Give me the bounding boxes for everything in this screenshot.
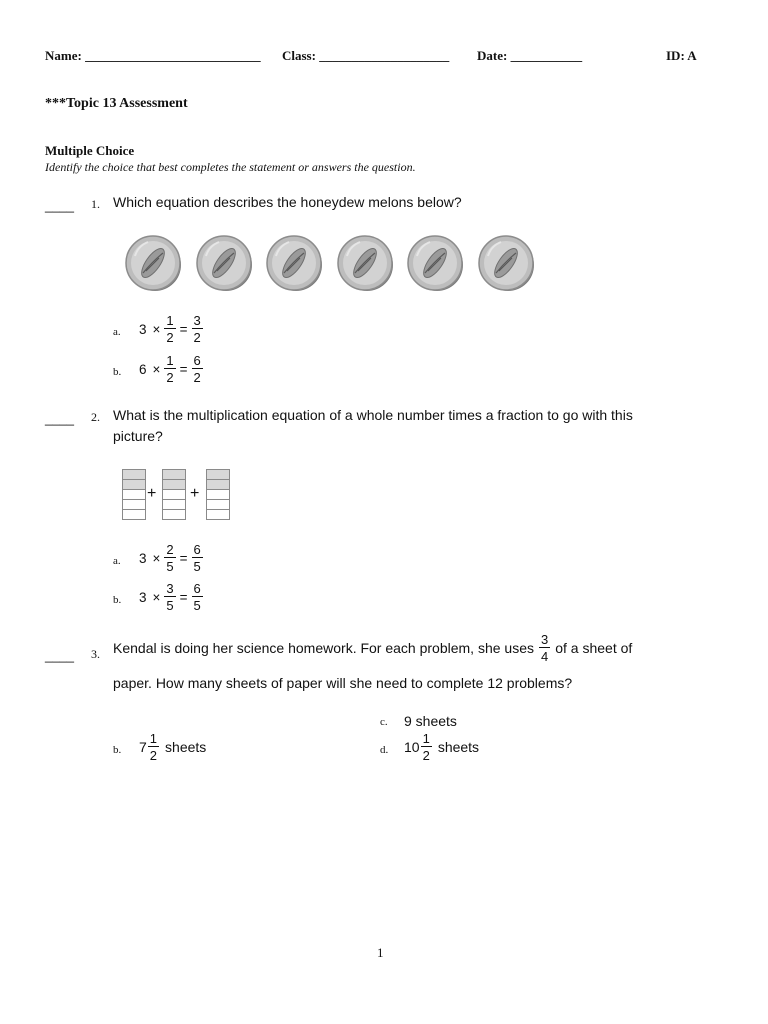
honeydew-melon-icon xyxy=(124,234,182,292)
whole-number: 7 xyxy=(139,739,147,755)
times-sign: × xyxy=(152,589,161,605)
question-2-text-line2: picture? xyxy=(113,428,163,444)
unshaded-part xyxy=(123,500,145,510)
shaded-part xyxy=(123,470,145,480)
denominator: 2 xyxy=(166,330,174,345)
fraction xyxy=(148,732,159,762)
denominator: 2 xyxy=(166,370,174,385)
unshaded-part xyxy=(123,510,145,519)
page-title: ***Topic 13 Assessment xyxy=(45,96,188,111)
fraction xyxy=(164,543,175,573)
shaded-part xyxy=(163,470,185,480)
question-number-3: 3. xyxy=(91,647,100,661)
whole-number: 6 xyxy=(139,361,147,377)
numerator: 3 xyxy=(166,581,174,596)
answer-blank-q1[interactable]: ____ xyxy=(45,198,74,213)
unshaded-part xyxy=(207,500,229,510)
unit-label: sheets xyxy=(165,739,207,755)
denominator: 2 xyxy=(149,748,158,763)
q3-option-d[interactable] xyxy=(404,732,479,762)
whole-number: 3 xyxy=(139,589,147,605)
denominator: 5 xyxy=(193,559,201,574)
question-3-text-before: Kendal is doing her science homework. For each problem, she uses xyxy=(113,640,534,656)
unshaded-part xyxy=(207,510,229,519)
q2-option-b-letter: b. xyxy=(113,594,122,606)
unshaded-part xyxy=(163,510,185,519)
denominator: 2 xyxy=(193,370,201,385)
question-2-text-line1: What is the multiplication equation of a whole number times a fraction to go with this xyxy=(113,407,633,423)
answer-blank-q3[interactable]: ____ xyxy=(45,648,74,663)
denominator: 5 xyxy=(193,598,201,613)
unshaded-part xyxy=(163,490,185,500)
result-fraction xyxy=(192,354,203,384)
fraction-strip xyxy=(122,469,146,520)
q3-option-b[interactable] xyxy=(139,732,206,762)
shaded-part xyxy=(163,480,185,490)
q2-option-a-letter: a. xyxy=(113,555,121,567)
result-fraction xyxy=(192,543,203,573)
question-3-text-after: of a sheet of xyxy=(555,640,633,656)
fraction-strip xyxy=(206,469,230,520)
q1-option-b[interactable] xyxy=(136,354,204,384)
q1-option-a-letter: a. xyxy=(113,326,121,338)
equals-sign: = xyxy=(179,589,188,605)
question-3-text-line2: paper. How many sheets of paper will she need to complete 12 problems? xyxy=(113,675,573,691)
numerator: 1 xyxy=(166,313,174,328)
denominator: 5 xyxy=(166,598,174,613)
honeydew-melon-icon xyxy=(336,234,394,292)
numerator: 1 xyxy=(149,731,158,746)
numerator: 3 xyxy=(193,313,201,328)
result-fraction xyxy=(192,582,203,612)
equals-sign: = xyxy=(179,361,188,377)
shaded-part xyxy=(123,480,145,490)
denominator: 4 xyxy=(541,649,549,664)
whole-number: 3 xyxy=(139,321,147,337)
section-instructions: Identify the choice that best completes the statement or answers the question. xyxy=(45,160,416,174)
unit-label: sheets xyxy=(437,739,480,755)
denominator: 2 xyxy=(193,330,201,345)
section-heading: Multiple Choice xyxy=(45,143,135,158)
numerator: 1 xyxy=(166,353,174,368)
q3-option-b-letter: b. xyxy=(113,744,122,756)
shaded-part xyxy=(207,470,229,480)
plus-sign: + xyxy=(147,485,157,502)
numerator: 1 xyxy=(422,731,430,746)
unshaded-part xyxy=(207,490,229,500)
equals-sign: = xyxy=(179,321,188,337)
times-sign: × xyxy=(152,550,161,566)
times-sign: × xyxy=(152,321,161,337)
equals-sign: = xyxy=(179,550,188,566)
class-field-label: Class: ____________________ xyxy=(282,48,450,63)
q2-option-b[interactable] xyxy=(136,582,204,612)
numerator: 6 xyxy=(193,581,201,596)
q2-option-a[interactable] xyxy=(136,543,204,573)
unshaded-part xyxy=(163,500,185,510)
q1-option-a[interactable] xyxy=(136,314,204,344)
q3-option-d-letter: d. xyxy=(380,744,389,756)
fraction xyxy=(164,582,175,612)
question-1-text: Which equation describes the honeydew melons below? xyxy=(113,194,462,210)
numerator: 3 xyxy=(541,632,549,647)
date-field-label: Date: ___________ xyxy=(477,48,583,63)
numerator: 6 xyxy=(193,542,201,557)
result-fraction xyxy=(192,314,203,344)
numerator: 6 xyxy=(193,353,201,368)
question-3-text-line1 xyxy=(113,633,632,663)
denominator: 5 xyxy=(166,559,174,574)
unshaded-part xyxy=(123,490,145,500)
denominator: 2 xyxy=(422,748,430,763)
page-number: 1 xyxy=(377,945,384,960)
shaded-part xyxy=(207,480,229,490)
fraction xyxy=(164,354,175,384)
fraction xyxy=(164,314,175,344)
numerator: 2 xyxy=(166,542,174,557)
q3-option-c-letter: c. xyxy=(380,716,388,728)
times-sign: × xyxy=(152,361,161,377)
fraction-strip xyxy=(162,469,186,520)
whole-number: 3 xyxy=(139,550,147,566)
honeydew-melon-icon xyxy=(406,234,464,292)
id-label: ID: A xyxy=(666,48,697,63)
q1-option-b-letter: b. xyxy=(113,366,122,378)
honeydew-melon-icon xyxy=(477,234,535,292)
whole-number: 10 xyxy=(404,739,420,755)
plus-sign: + xyxy=(190,485,200,502)
name-field-label: Name: ___________________________ xyxy=(45,48,261,63)
question-3-fraction xyxy=(539,633,550,663)
question-number-1: 1. xyxy=(91,197,100,211)
question-number-2: 2. xyxy=(91,410,100,424)
q3-option-c[interactable]: 9 sheets xyxy=(404,713,457,729)
honeydew-melon-icon xyxy=(265,234,323,292)
fraction xyxy=(421,732,432,762)
answer-blank-q2[interactable]: ____ xyxy=(45,411,74,426)
honeydew-melon-icon xyxy=(195,234,253,292)
